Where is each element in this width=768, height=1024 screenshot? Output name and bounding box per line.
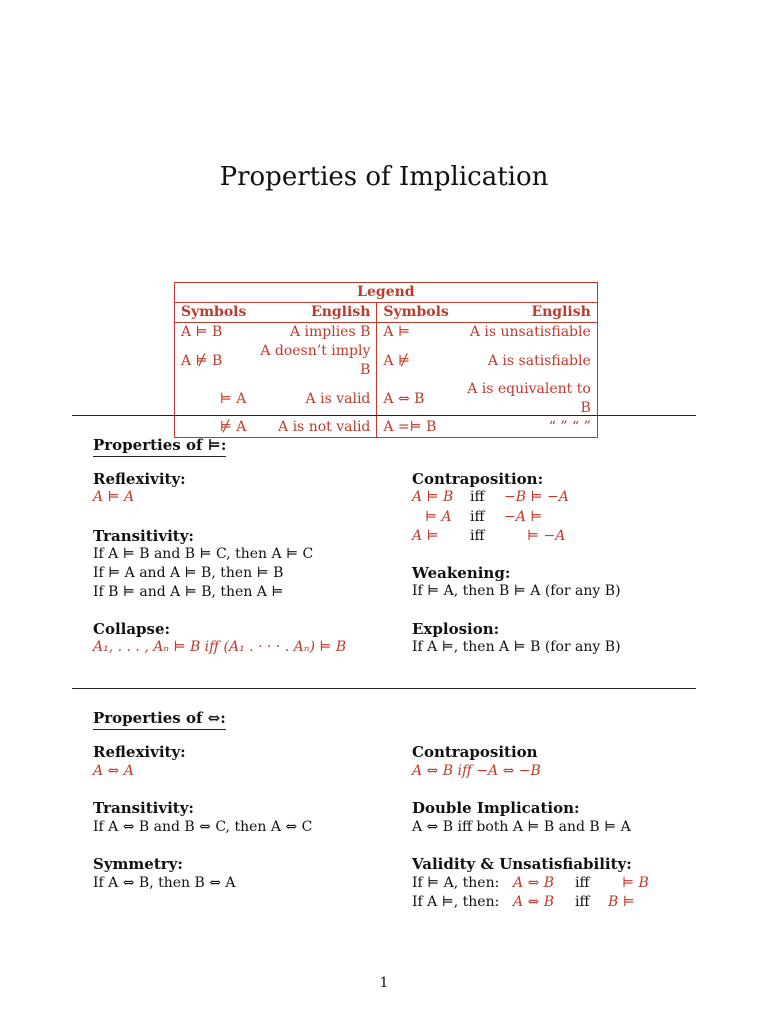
transitivity-title: Transitivity: xyxy=(93,527,194,545)
legend-cell: A is valid xyxy=(252,380,377,418)
collapse-title: Collapse: xyxy=(93,620,171,638)
double-implication-title: Double Implication: xyxy=(412,799,580,817)
eq-contraposition-line: A ⇔ B iff −A ⇔ −B xyxy=(412,763,541,779)
eq-contraposition-title: Contraposition xyxy=(412,743,538,761)
legend-cell: A ⊨ xyxy=(383,324,410,340)
legend-cell: ⊨ A xyxy=(219,390,247,407)
contraposition-cell: −B ⊨ −A xyxy=(504,489,569,505)
legend-cell: A ⊭ B xyxy=(181,352,223,369)
validity-title: Validity & Unsatisfiability: xyxy=(412,855,632,873)
page-title: Properties of Implication xyxy=(219,162,549,192)
legend-row xyxy=(175,418,598,438)
eq-transitivity-line: If A ⇔ B and B ⇔ C, then A ⇔ C xyxy=(93,819,313,835)
legend-cell: A =⊨ B xyxy=(383,419,437,435)
validity-cell: iff xyxy=(575,875,590,891)
legend-cell: “ ” “ ” xyxy=(548,419,591,435)
legend-cell: A ⇔ B xyxy=(383,390,425,407)
legend-cell: A implies B xyxy=(252,323,377,343)
validity-cell: ⊨ B xyxy=(622,875,649,891)
double-implication-line: A ⇔ B iff both A ⊨ B and B ⊨ A xyxy=(412,819,631,835)
section-heading-equivalent: Properties of ⇔: xyxy=(93,709,226,727)
legend-cell: A ⊭ xyxy=(383,352,410,369)
symmetry-line: If A ⇔ B, then B ⇔ A xyxy=(93,875,236,891)
page-number: 1 xyxy=(379,975,389,991)
legend-header-english-1: English xyxy=(252,303,377,323)
validity-cell: If ⊨ A, then: xyxy=(412,875,500,891)
legend-row xyxy=(175,380,598,418)
weakening-title: Weakening: xyxy=(412,564,511,582)
legend-cell: A is not valid xyxy=(252,418,377,438)
validity-cell: A ⇔ B xyxy=(513,875,555,891)
section-divider xyxy=(72,688,696,689)
collapse-line: A₁, . . . , Aₙ ⊨ B iff (A₁ . · · · . Aₙ) ⊨ B xyxy=(93,639,347,655)
explosion-title: Explosion: xyxy=(412,620,500,638)
contraposition-cell: ⊨ −A xyxy=(527,528,566,544)
legend-caption: Legend xyxy=(175,283,598,303)
contraposition-cell: A ⊨ xyxy=(412,528,439,544)
validity-cell: iff xyxy=(575,894,590,910)
reflexivity-title: Reflexivity: xyxy=(93,470,186,488)
contraposition-cell: iff xyxy=(470,509,485,525)
eq-transitivity-title: Transitivity: xyxy=(93,799,194,817)
legend-cell: A doesn’t imply B xyxy=(252,342,377,380)
transitivity-line: If ⊨ A and A ⊨ B, then ⊨ B xyxy=(93,565,284,581)
legend-cell: A is satisfiable xyxy=(487,352,591,369)
validity-cell: A ⇔ B xyxy=(513,894,555,910)
contraposition-cell: iff xyxy=(470,489,485,505)
legend-header-english-2: English xyxy=(455,303,598,323)
legend-cell: A ⊨ B xyxy=(181,324,223,340)
legend-header-symbols-1: Symbols xyxy=(175,303,253,323)
legend-row xyxy=(175,342,598,380)
validity-cell: B ⊨ xyxy=(608,894,635,910)
legend-row xyxy=(175,323,598,343)
contraposition-cell: iff xyxy=(470,528,485,544)
contraposition-title: Contraposition: xyxy=(412,470,544,488)
contraposition-cell: −A ⊨ xyxy=(504,509,543,525)
reflexivity-line: A ⊨ A xyxy=(93,489,135,505)
eq-reflexivity-title: Reflexivity: xyxy=(93,743,186,761)
contraposition-cell: A ⊨ B xyxy=(412,489,454,505)
legend-cell: A is equivalent to B xyxy=(467,381,591,416)
transitivity-line: If B ⊨ and A ⊨ B, then A ⊨ xyxy=(93,584,284,600)
explosion-line: If A ⊨, then A ⊨ B (for any B) xyxy=(412,639,621,655)
eq-reflexivity-line: A ⇔ A xyxy=(93,763,134,779)
transitivity-line: If A ⊨ B and B ⊨ C, then A ⊨ C xyxy=(93,546,314,562)
weakening-line: If ⊨ A, then B ⊨ A (for any B) xyxy=(412,583,621,599)
legend-cell: ⊭ A xyxy=(219,419,247,435)
legend-cell: A is unsatisfiable xyxy=(469,324,591,340)
section-divider xyxy=(72,415,696,416)
section-heading-implies: Properties of ⊨: xyxy=(93,436,226,454)
symmetry-title: Symmetry: xyxy=(93,855,183,873)
contraposition-cell: ⊨ A xyxy=(425,509,452,525)
legend-header-symbols-2: Symbols xyxy=(377,303,455,323)
validity-cell: If A ⊨, then: xyxy=(412,894,500,910)
